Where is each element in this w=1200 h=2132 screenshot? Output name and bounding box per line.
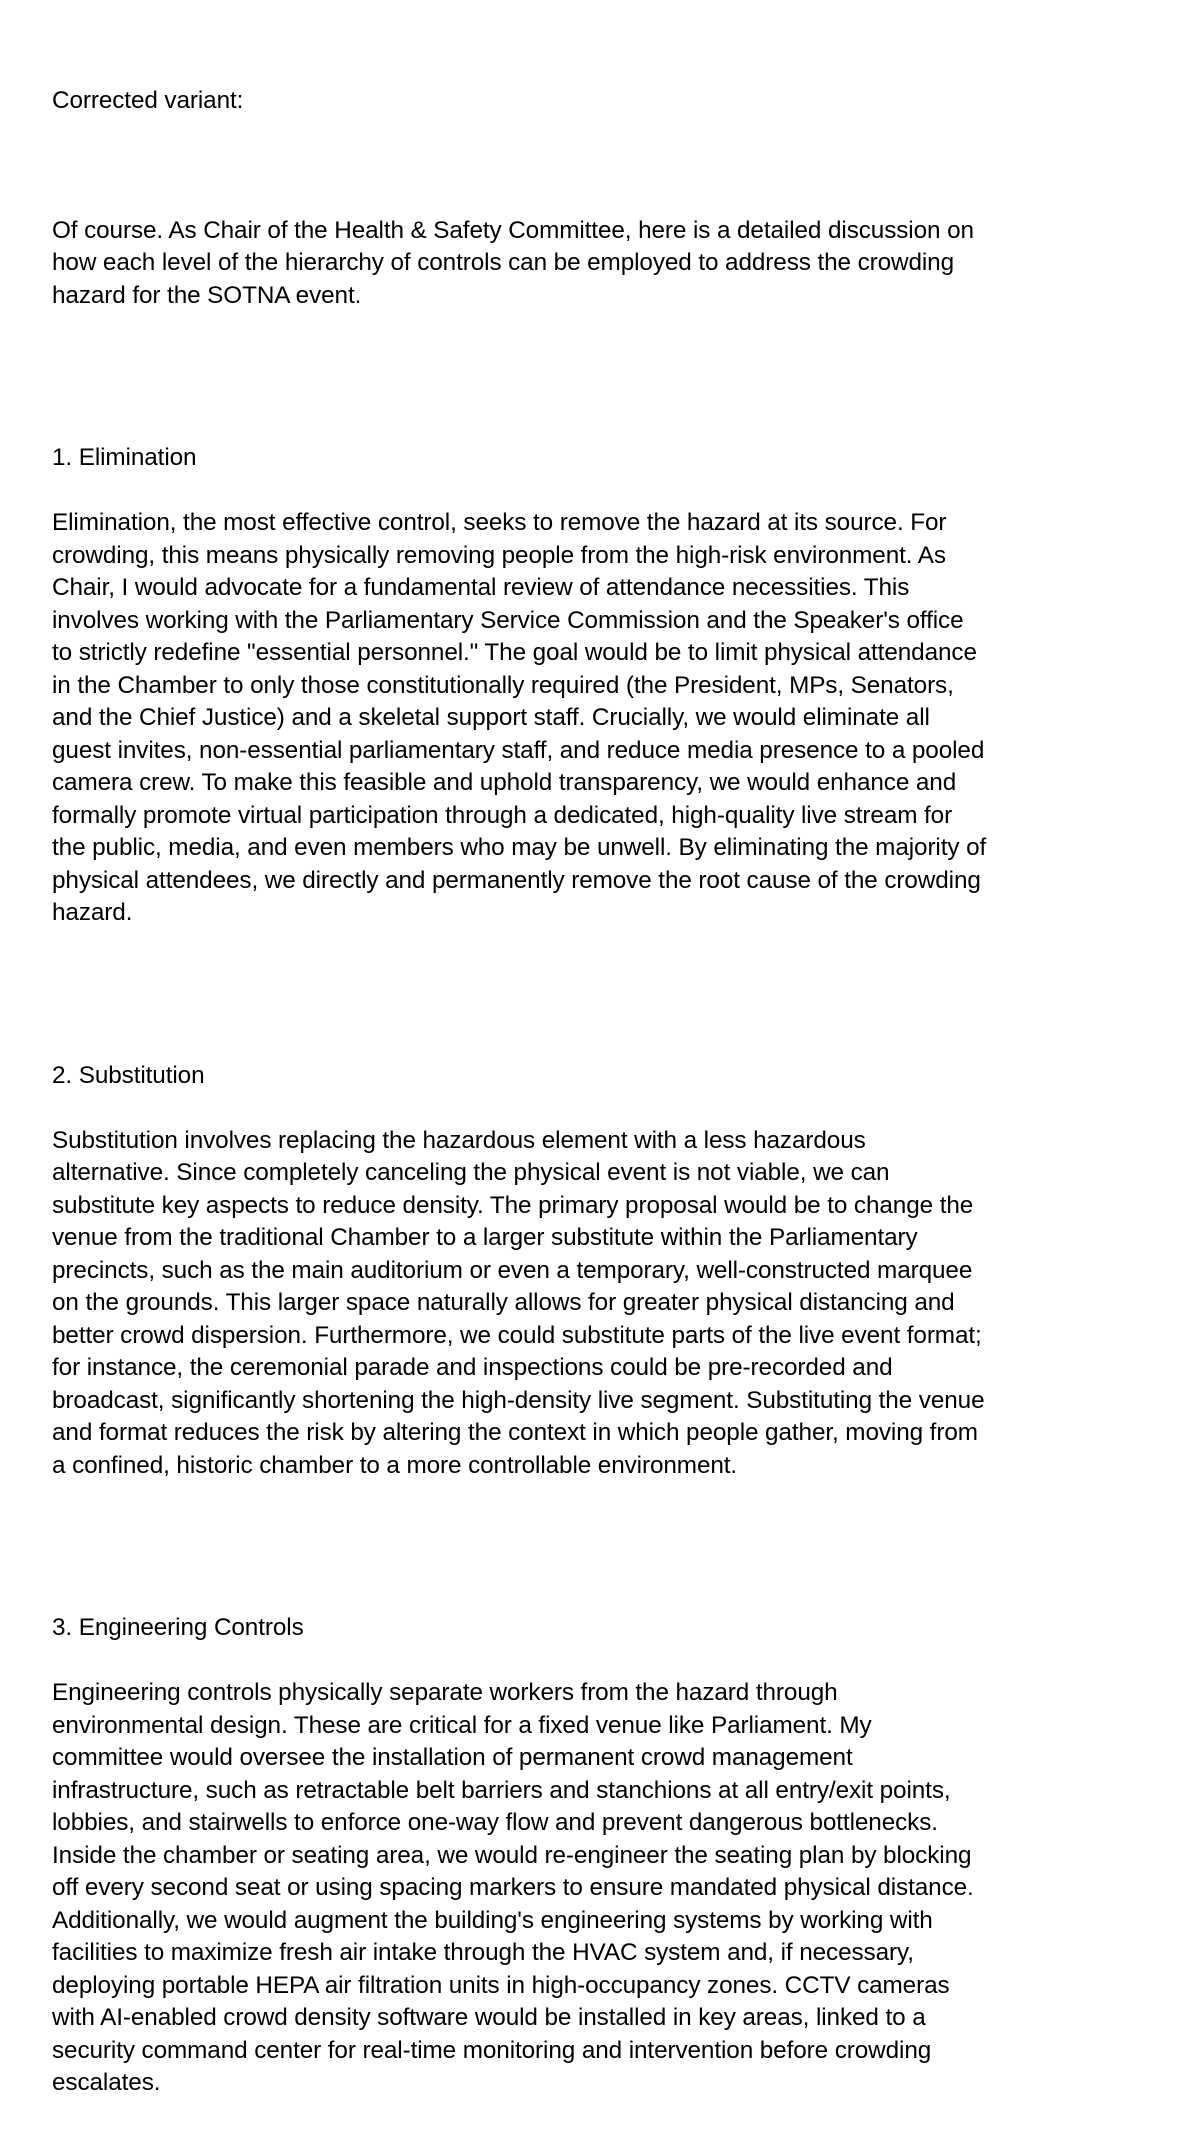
spacer bbox=[52, 962, 1164, 995]
spacer bbox=[52, 150, 1164, 183]
intro-paragraph: Of course. As Chair of the Health & Safety Committee, here is a detailed discussion on how each level of the hierarchy of controls can be employed to address the crowding hazard for the SOTNA event. bbox=[52, 216, 974, 309]
spacer bbox=[52, 345, 1164, 378]
section-body-engineering-controls: Engineering controls physically separate workers from the hazard through environmental design. These are critical for a fixed venue like Parliament. My committee would oversee the installation of permanent crowd management infrastructure, such as retractable belt barriers and stanchions at all entry/exit points, lobbies, and stairwells to enforce one-way flow and prevent dangerous bottlenecks. Inside the chamber or seating area, we would re-engineer the seating plan by blocking off every second seat or using spacing markers to ensure mandated physical distance. Additionally, we would augment the building's engineering systems by working with facilities to maximize fresh air intake through the HVAC system and, if necessary, deploying portable HEPA air filtration units in high-occupancy zones. CCTV cameras with AI-enabled crowd density software would be installed in key areas, linked to a security command center for real-time monitoring and intervention before crowding escalates. bbox=[52, 1679, 974, 2096]
section-body-substitution: Substitution involves replacing the hazardous element with a less hazardous alternative. Since completely canceling the physical event is not viable, we can substitute key aspects to reduce density. The primary proposal would be to change the venue from the traditional Chamber to a larger substitute within the Parliamentary precincts, such as the main auditorium or even a temporary, well-constructed marquee on the grounds. This larger space naturally allows for greater physical distancing and better crowd dispersion. Furthermore, we could substitute parts of the live event format; for instance, the ceremonial parade and inspections could be pre-recorded and broadcast, significantly shortening the high-density live segment. Substituting the venue and format reduces the risk by altering the context in which people gather, moving from a confined, historic chamber to a more controllable environment. bbox=[52, 1126, 985, 1479]
section-heading-substitution: 2. Substitution bbox=[52, 1061, 205, 1089]
section-heading-engineering-controls: 3. Engineering Controls bbox=[52, 1614, 304, 1641]
section-heading-elimination: 1. Elimination bbox=[52, 444, 197, 471]
section-body-elimination: Elimination, the most effective control, seeks to remove the hazard at its source. For crowding, this means physically removing people from the high-risk environment. As Chair, I would advocate for a fundamental review of attendance necessities. This involves working with the Parliamentary Service Commission and the Speaker's office to strictly redefine "essential personnel." The goal would be to limit physical attendance in the Chamber to only those constitutionally required (the President, MPs, Senators, and the Chief Justice) and a skeletal support staff. Crucially, we would eliminate all guest invites, non-essential parliamentary staff, and reduce media presence to a pooled camera crew. To make this feasible and uphold transparency, we would enhance and formally promote virtual participation through a dedicated, high-quality live stream for the public, media, and even members who may be unwell. By eliminating the majority of physical attendees, we directly and permanently remove the root cause of the crowding hazard. bbox=[52, 509, 987, 926]
spacer bbox=[52, 1515, 1164, 1548]
document-page bbox=[52, 52, 1164, 2132]
document-label: Corrected variant: bbox=[52, 86, 244, 114]
